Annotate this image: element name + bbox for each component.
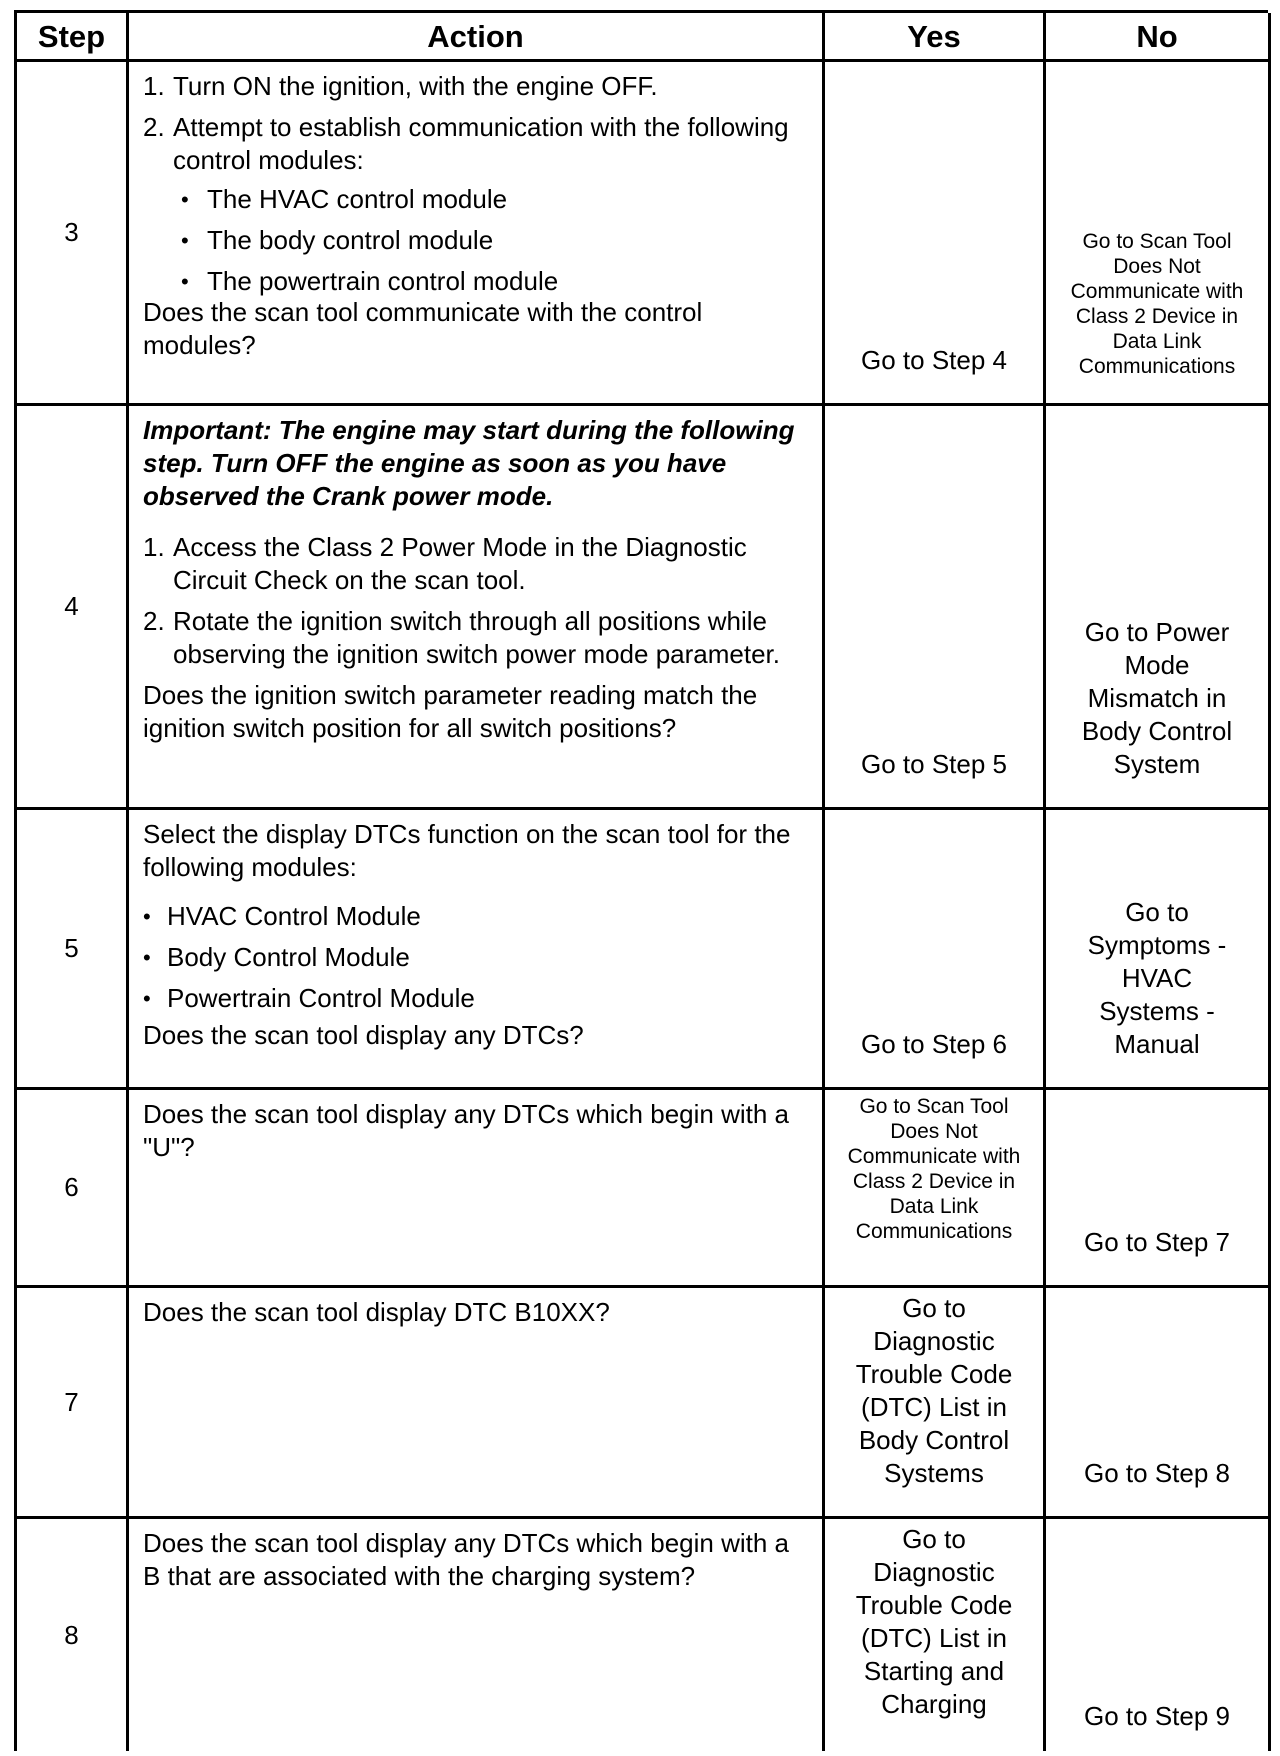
module-list [143, 900, 808, 1015]
step-number-cell [17, 406, 129, 810]
action-step: Turn ON the ignition, with the engine OFF. [173, 71, 658, 101]
action-question: Does the scan tool display any DTCs which begin with a "U"? [143, 1099, 789, 1162]
no-cell [1046, 810, 1271, 1090]
action-step: Rotate the ignition switch through all positions while observing the ignition switch power mode parameter. [173, 606, 780, 669]
module-item: • Body Control Module [143, 941, 808, 974]
header-action: Action [129, 13, 825, 62]
step-number-cell [17, 1288, 129, 1519]
no-result: Go to Power Mode Mismatch in Body Control System [1081, 617, 1233, 779]
important-note: Important: The engine may start during the following step. Turn OFF the engine as soon as you have observed the Crank power mode. [143, 415, 795, 511]
action-question: Does the scan tool communicate with the control modules? [143, 297, 703, 360]
module-list [173, 183, 808, 298]
yes-result: Go to Scan Tool Does Not Communicate with Class 2 Device in Data Link Communications [847, 1095, 1021, 1243]
no-result: Go to Step 7 [1084, 1227, 1230, 1257]
action-steps [143, 70, 808, 298]
action-cell [129, 1519, 825, 1751]
module-item: • The powertrain control module [173, 265, 808, 298]
no-cell [1046, 62, 1271, 406]
action-question: Does the scan tool display DTC B10XX? [143, 1297, 610, 1327]
step-number: 4 [64, 591, 79, 621]
action-intro: Select the display DTCs function on the scan tool for the following modules: [143, 819, 791, 882]
no-result: Go to Step 9 [1084, 1701, 1230, 1731]
action-question: Does the scan tool display any DTCs? [143, 1020, 584, 1050]
step-number-cell [17, 810, 129, 1090]
header-step: Step [17, 13, 129, 62]
yes-cell [825, 810, 1046, 1090]
action-step-text: Attempt to establish communication with the following control modules: [173, 112, 789, 175]
yes-cell [825, 1090, 1046, 1288]
yes-result: Go to Step 5 [861, 749, 1007, 779]
module-item: • The body control module [173, 224, 808, 257]
step-number: 8 [64, 1619, 79, 1650]
action-step: Access the Class 2 Power Mode in the Diagnostic Circuit Check on the scan tool. [173, 532, 747, 595]
yes-result: Go to Diagnostic Trouble Code (DTC) List in Starting and Charging [855, 1524, 1013, 1719]
action-cell [129, 1090, 825, 1288]
no-result: Go to Scan Tool Does Not Communicate with Class 2 Device in Data Link Communications [1070, 230, 1244, 378]
yes-result: Go to Step 4 [861, 345, 1007, 375]
header-no: No [1046, 13, 1271, 62]
no-cell [1046, 406, 1271, 810]
yes-result: Go to Step 6 [861, 1029, 1007, 1059]
step-number: 3 [64, 217, 79, 247]
yes-cell [825, 62, 1046, 406]
step-number: 5 [64, 933, 79, 963]
step-number-cell [17, 62, 129, 406]
yes-result: Go to Diagnostic Trouble Code (DTC) List in Body Control Systems [855, 1293, 1013, 1488]
no-result: Go to Symptoms - HVAC Systems - Manual [1087, 897, 1227, 1059]
diagnostic-table-grid [14, 10, 1268, 1751]
no-cell [1046, 1090, 1271, 1288]
step-number-cell [17, 1519, 129, 1751]
step-number: 7 [64, 1386, 79, 1417]
yes-cell [825, 406, 1046, 810]
no-cell [1046, 1519, 1271, 1751]
action-cell [129, 810, 825, 1090]
action-cell [129, 406, 825, 810]
action-steps [143, 531, 808, 671]
module-item: • Powertrain Control Module [143, 982, 808, 1015]
no-result: Go to Step 8 [1084, 1458, 1230, 1488]
yes-cell [825, 1519, 1046, 1751]
action-question: Does the scan tool display any DTCs which begin with a B that are associated with the charging system? [143, 1528, 789, 1591]
action-cell [129, 62, 825, 406]
header-yes: Yes [825, 13, 1046, 62]
no-cell [1046, 1288, 1271, 1519]
action-question: Does the ignition switch parameter reading match the ignition switch position for all switch positions? [143, 680, 758, 743]
module-item: • The HVAC control module [173, 183, 808, 216]
action-step [143, 111, 808, 298]
module-item: • HVAC Control Module [143, 900, 808, 933]
diagnostic-table [14, 10, 1268, 1751]
step-number-cell [17, 1090, 129, 1288]
yes-cell [825, 1288, 1046, 1519]
step-number: 6 [64, 1172, 79, 1202]
action-cell [129, 1288, 825, 1519]
